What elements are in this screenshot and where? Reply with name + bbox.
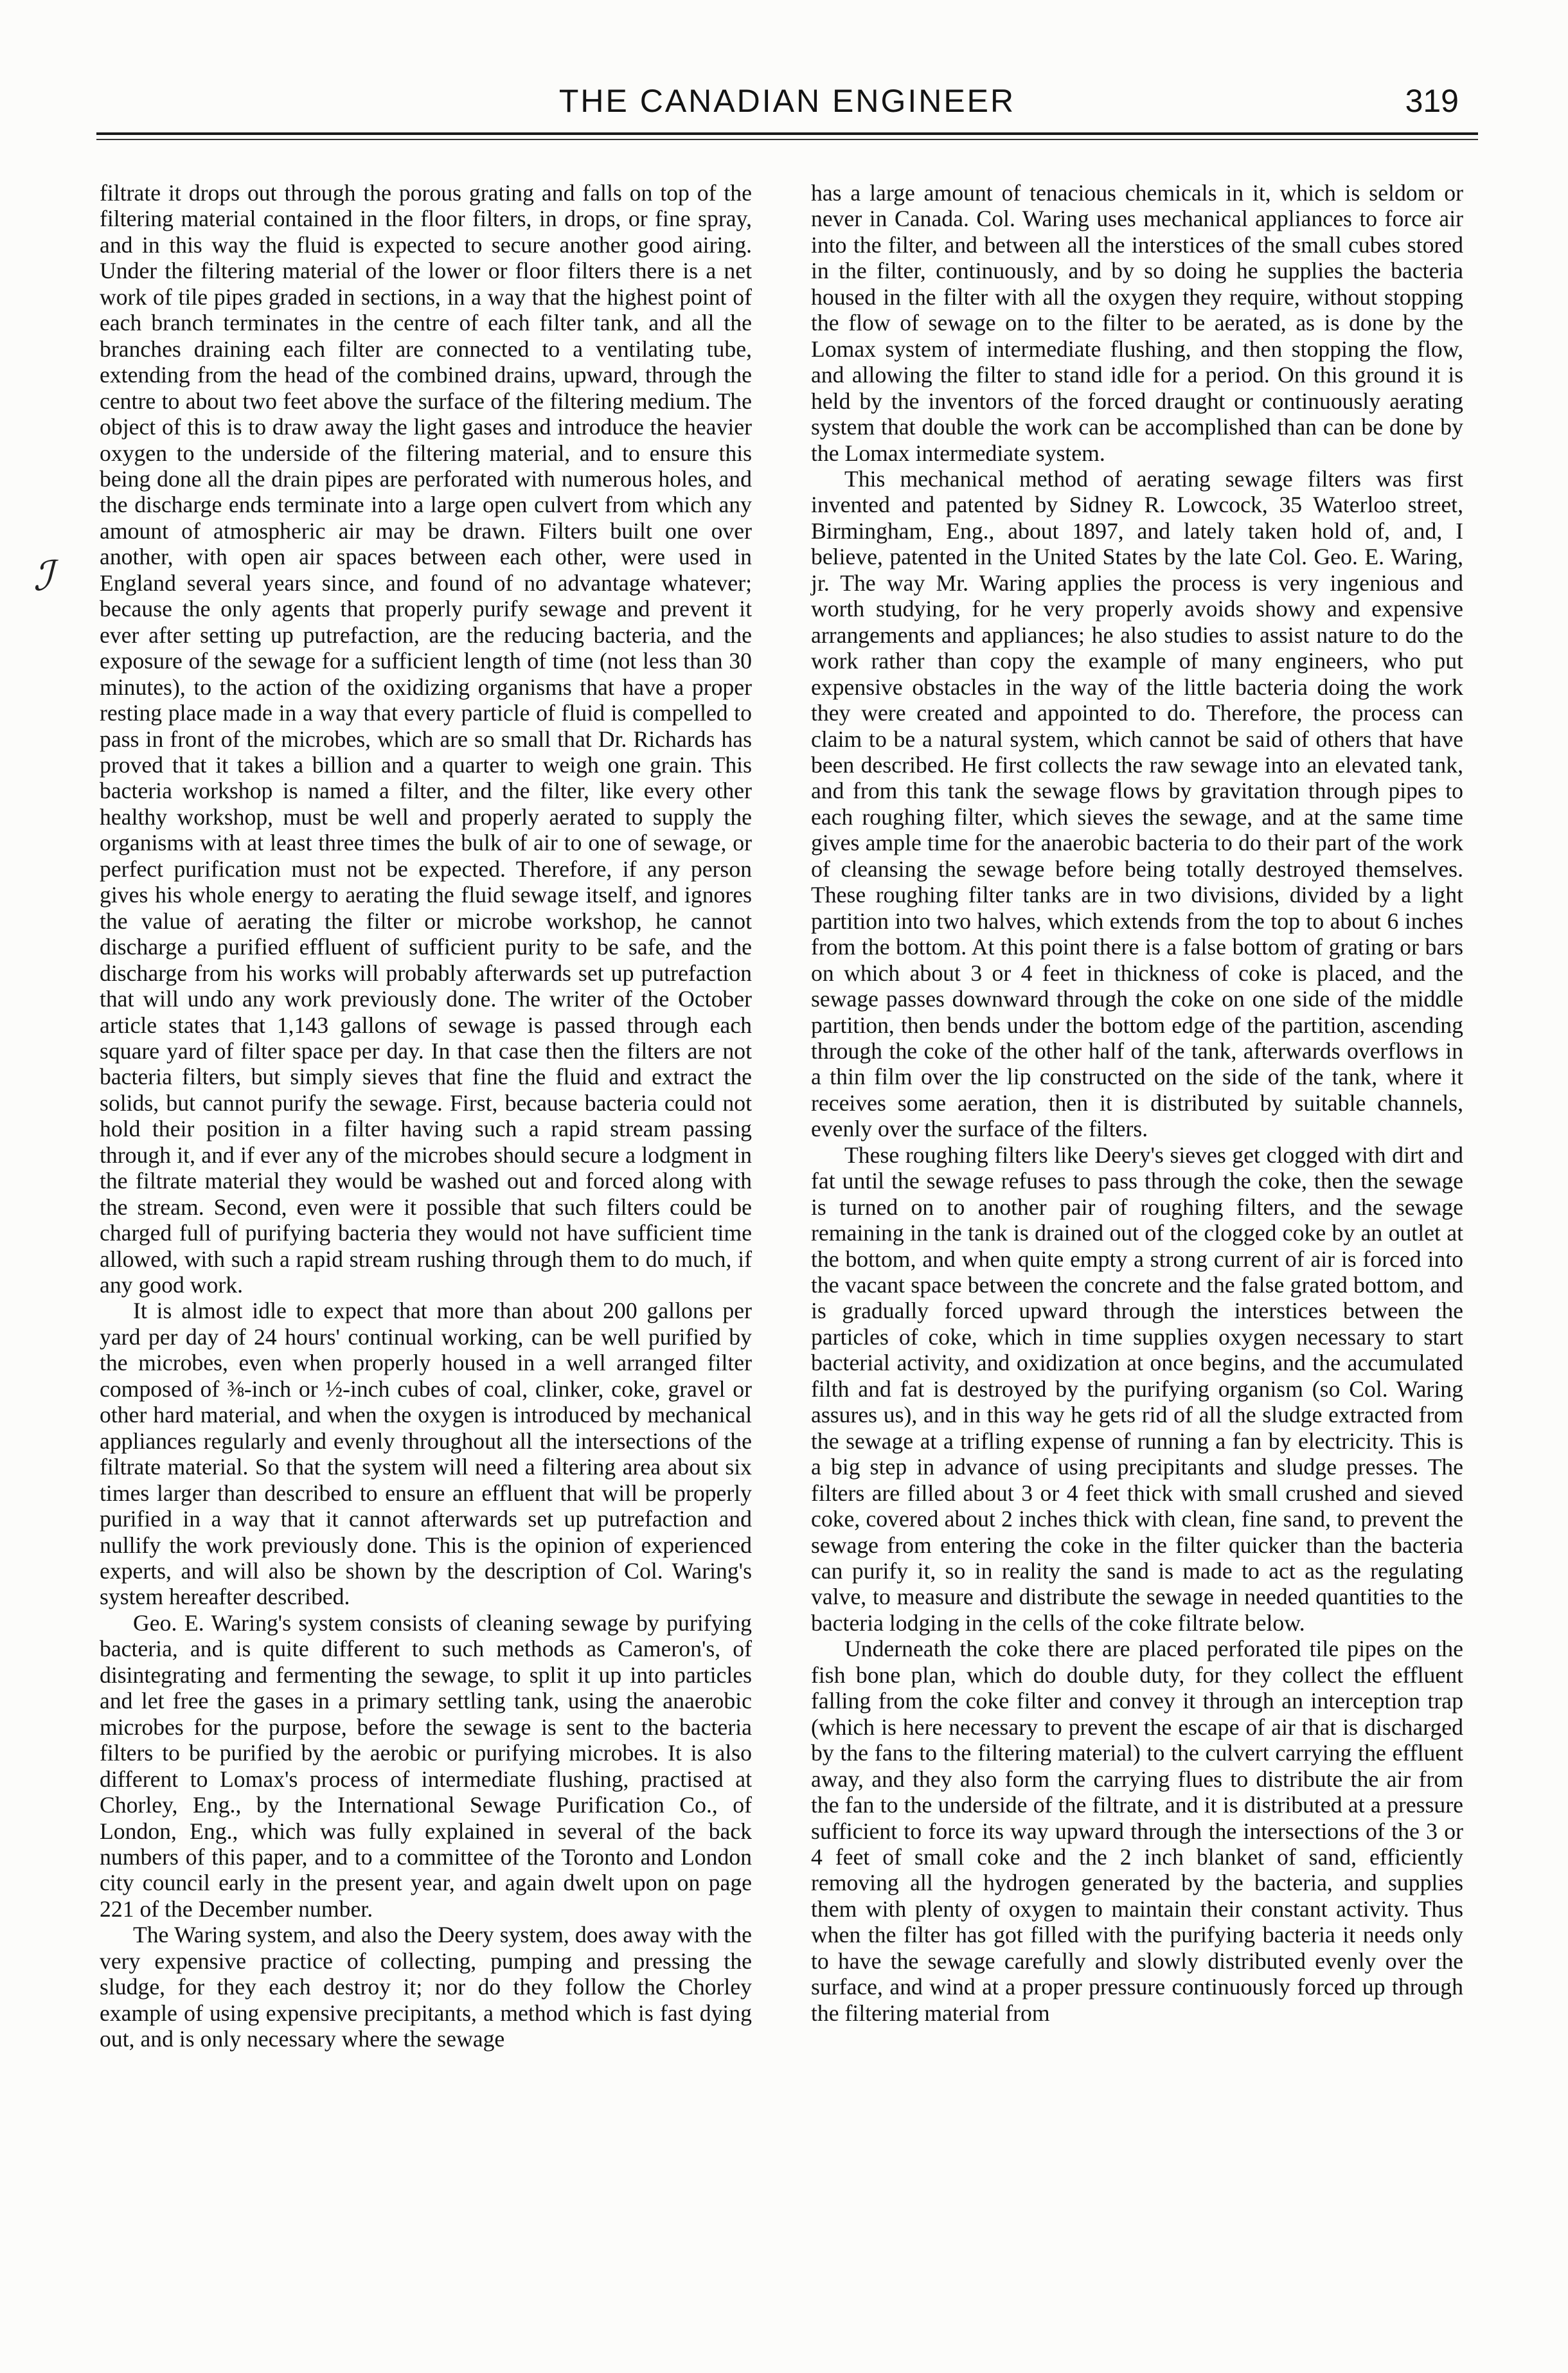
right-column: [811, 180, 1463, 2026]
paragraph: These roughing filters like Deery's sieves get clogged with dirt and fat until the sewage refuses to pass through the coke, then the sewage is turned on to another pair of roughing filters, and the sewage remaining in the tank is drained out of the clogged coke by an outlet at the bottom, and when quite empty a strong current of air is forced into the vacant space between the concrete and the false grated bottom, and is gradually forced upward through the interstices between the particles of coke, which in time supplies oxygen necessary to start bacterial activity, and oxidization at once begins, and the accumulated filth and fat is destroyed by the purifying organism (so Col. Waring assures us), and in this way he gets rid of all the sludge extracted from the sewage at a trifling expense of running a fan by electricity. This is a big step in advance of using precipitants and sludge presses. The filters are filled about 3 or 4 feet thick with small crushed and sieved coke, covered about 2 inches thick with clean, fine sand, to prevent the sewage from entering the coke in the filter quicker than the bacteria can purify it, so in reality the sand is made to act as the regulating valve, to measure and distribute the sewage in needed quantities to the bacteria lodging in the cells of the coke filtrate below.: [811, 1142, 1463, 1636]
paragraph: The Waring system, and also the Deery system, does away with the very expensive practice of collecting, pumping and pressing the sludge, for they each destroy it; nor do they follow the Chorley example of using expensive precipitants, a method which is fast dying out, and is only necessary where the sewage: [100, 1922, 752, 2052]
left-column: [100, 180, 752, 2052]
paragraph: Geo. E. Waring's system consists of cleaning sewage by purifying bacteria, and is quite different to such methods as Cameron's, of disintegrating and fermenting the sewage, to split it up into particles and let free the gases in a primary settling tank, using the anaerobic microbes for the purpose, before the sewage is sent to the bacteria filters to be purified by the aerobic or purifying microbes. It is also different to Lomax's process of intermediate flushing, practised at Chorley, Eng., by the International Sewage Purification Co., of London, Eng., which was fully explained in several of the back numbers of this paper, and to a committee of the Toronto and London city council early in the present year, and again dwelt upon on page 221 of the December number.: [100, 1609, 752, 1922]
paragraph: This mechanical method of aerating sewage filters was first invented and patented by Sidney R. Lowcock, 35 Waterloo street, Birmingham, Eng., about 1897, and lately taken hold of, and, I believe, patented in the United States by the late Col. Geo. E. Waring, jr. The way Mr. Waring applies the process is very ingenious and worth studying, for he very properly avoids showy and expensive arrangements and appliances; he also studies to assist nature to do the work rather than copy the example of many engineers, who put expensive obstacles in the way of the little bacteria doing the work they were created and appointed to do. Therefore, the process can claim to be a natural system, which cannot be said of others that have been described. He first collects the raw sewage into an elevated tank, and from this tank the sewage flows by gravitation through pipes to each roughing filter, which sieves the sewage, and at the same time gives ample time for the anaerobic bacteria to do their part of the work of cleansing the sewage before being totally destroyed themselves. These roughing filter tanks are in two divisions, divided by a light partition into two halves, which extends from the top to about 6 inches from the bottom. At this point there is a false bottom of grating or bars on which about 3 or 4 feet in thickness of coke is placed, and the sewage passes downward through the coke on one side of the middle partition, then bends under the bottom edge of the partition, ascending through the coke of the other half of the tank, afterwards overflows in a thin film over the lip constructed on the side of the tank, where it receives some aeration, then it is distributed by suitable channels, evenly over the surface of the filters.: [811, 465, 1463, 1142]
header-rule-thick: [96, 132, 1478, 135]
paragraph: Underneath the coke there are placed perforated tile pipes on the fish bone plan, which do double duty, for they collect the effluent falling from the coke filter and convey it through an interception trap (which is here necessary to prevent the escape of air that is discharged by the fans to the filtering material) to the culvert carrying the effluent away, and they also form the carrying flues to distribute the air from the fan to the underside of the filtrate, and it is distributed at a pressure sufficient to force its way upward through the intersections of the 3 or 4 feet of small coke and the 2 inch blanket of sand, efficiently removing all the hydrogen generated by the bacteria, and supplies them with plenty of oxygen to maintain their constant activity. Thus when the filter has got filled with the purifying bacteria it needs only to have the sewage carefully and slowly distributed evenly over the surface, and wind at a proper pressure continuously forced up through the filtering material from: [811, 1636, 1463, 2026]
journal-title: THE CANADIAN ENGINEER: [558, 83, 1016, 119]
paragraph: filtrate it drops out through the porous grating and falls on top of the filtering material contained in the floor filters, in drops, or fine spray, and in this way the fluid is expected to secure another good airing. Under the filtering material of the lower or floor filters there is a net work of tile pipes graded in sections, in a way that the highest point of each branch terminates in the centre of each filter tank, and all the branches draining each filter are connected to a ventilating tube, extending from the head of the combined drains, upward, through the centre to about two feet above the surface of the filtering medium. The object of this is to draw away the light gases and introduce the heavier oxygen to the underside of the filtering material, and to ensure this being done all the drain pipes are perforated with numerous holes, and the discharge ends terminate into a large open culvert from which any amount of atmospheric air may be drawn. Filters built one over another, with open air spaces between each other, were used in England several years since, and found of no advantage whatever; because the only agents that properly purify sewage and prevent it ever after setting up putrefaction, are the reducing bacteria, and the exposure of the sewage for a sufficient length of time (not less than 30 minutes), to the action of the oxidizing organisms that have a proper resting place made in a way that every particle of fluid is compelled to pass in front of the microbes, which are so small that Dr. Richards has proved that it takes a billion and a quarter to weigh one grain. This bacteria workshop is named a filter, and the filter, like every other healthy workshop, must be well and properly aerated to supply the organisms with at least three times the bulk of air to one of sewage, or perfect purification must not be expected. Therefore, if any person gives his whole energy to aerating the fluid sewage itself, and ignores the value of aerating the filter or microbe workshop, he cannot discharge a purified effluent of sufficient purity to be safe, and the discharge from his works will probably afterwards set up putrefaction that will undo any work previously done. The writer of the October article states that 1,143 gallons of sewage is passed through each square yard of filter space per day. In that case then the filters are not bacteria filters, but simply sieves that fine the fluid and extract the solids, but cannot purify the sewage. First, because bacteria could not hold their position in a filter having such a rapid stream passing through it, and if ever any of the microbes should secure a lodgment in the filtrate material they would be washed out and forced along with the stream. Second, even were it possible that such filters could be charged full of purifying bacteria they would not have sufficient time allowed, with such a rapid stream rushing through them to do much, if any good work.: [100, 180, 752, 1298]
paragraph: has a large amount of tenacious chemicals in it, which is seldom or never in Canada. Col. Waring uses mechanical appliances to force air into the filter, and between all the interstices of the small cubes stored in the filter, continuously, and by so doing he supplies the bacteria housed in the filter with all the oxygen they require, without stopping the flow of sewage on to the filter to be aerated, as is done by the Lomax system of intermediate flushing, and then stopping the flow, and allowing the filter to stand idle for a period. On this ground it is held by the inventors of the forced draught or continuously aerating system that double the work can be accomplished than can be done by the Lomax intermediate system.: [811, 180, 1463, 466]
page-header: [96, 82, 1478, 134]
header-rule-thin: [96, 139, 1478, 140]
margin-handwritten-mark: ℐ: [33, 553, 53, 599]
paragraph: It is almost idle to expect that more than about 200 gallons per yard per day of 24 hours' continual working, can be well purified by the microbes, even when properly housed in a well arranged filter composed of ⅜-inch or ½-inch cubes of coal, clinker, coke, gravel or other hard material, and when the oxygen is introduced by mechanical appliances regularly and evenly throughout all the intersections of the filtrate material. So that the system will need a filtering area about six times larger than described to ensure an effluent that will be properly purified in a way that it cannot afterwards set up putrefaction and nullify the work previously done. This is the opinion of experienced experts, and will also be shown by the description of Col. Waring's system hereafter described.: [100, 1298, 752, 1610]
page-number: 319: [1405, 83, 1459, 119]
